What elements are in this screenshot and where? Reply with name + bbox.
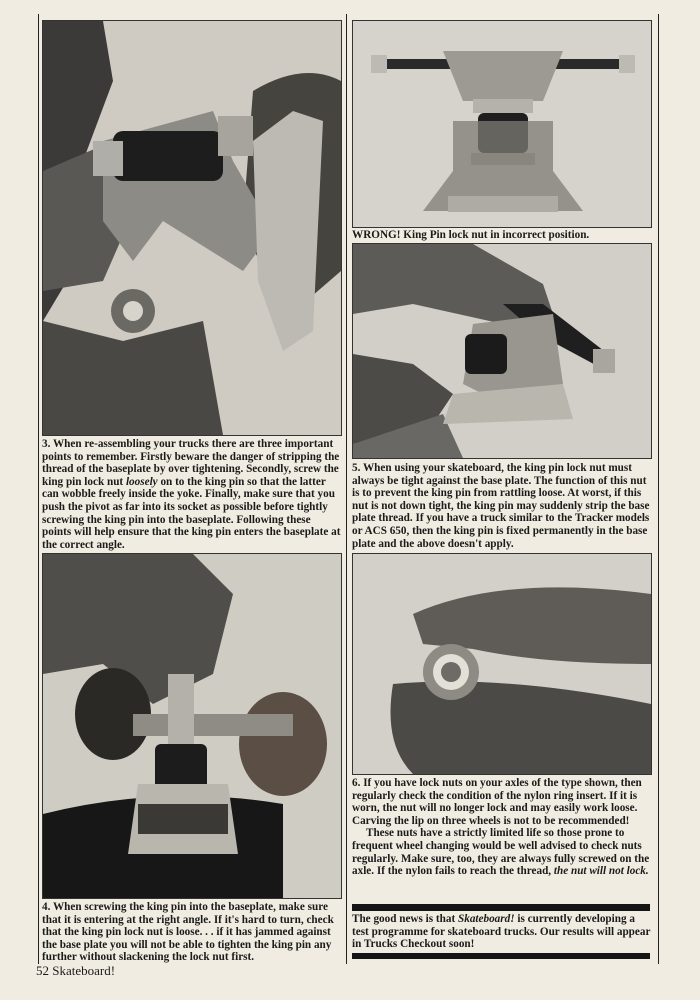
photo-reassembling-truck	[42, 20, 342, 436]
caption-step-3-text-a: 3. When re-assembling your trucks there are three important points to remember. Firstly beware the danger of stripping the thread of the baseplate by over tightening. Secondly, screw the king pin lock nut	[42, 438, 340, 488]
caption-step-4: 4. When screwing the king pin into the baseplate, make sure that it is entering at the right angle. If it's hard to turn, check that the king pin lock nut is loose. . . if it has jammed against the base plate you will not be able to tighten the king pin any further without slackening the lock nut first.	[42, 901, 334, 964]
page-folio: 52 Skateboard!	[36, 963, 116, 978]
caption-step-3-emphasis: loosely	[125, 475, 158, 488]
news-box-top-bar	[352, 904, 650, 911]
column-rule-left	[38, 14, 39, 964]
photo-wrong-lock-nut	[352, 20, 652, 228]
news-box-bottom-bar	[352, 953, 650, 959]
caption-step-6-paragraph-1: 6. If you have lock nuts on your axles of the type shown, then regularly check the condition of the nylon ring insert. If it is worn, the nut will no longer lock and may easily work loose. Carving the lip on three wheels is not to be recommended!	[352, 777, 642, 827]
caption-step-6	[352, 777, 652, 878]
photo-screwing-king-pin	[42, 553, 342, 899]
news-text-a: The good news is that	[352, 913, 458, 925]
column-rule-right	[658, 14, 659, 964]
caption-step-6-emphasis: the nut will not lock.	[553, 865, 649, 878]
caption-step-6-paragraph-2	[352, 827, 652, 877]
column-rule-middle	[346, 14, 347, 964]
news-box-text	[352, 913, 652, 951]
caption-step-3	[42, 438, 342, 551]
photo-lock-nut-tight	[352, 243, 652, 459]
caption-wrong: WRONG! King Pin lock nut in incorrect position.	[352, 229, 590, 241]
caption-step-6-text-a: These nuts have a strictly limited life so those prone to frequent wheel changing would be well advised to check nuts regularly. Make sure, too, they are always fully screwed on the axle. If the nylon fails to reach the thread,	[352, 827, 650, 878]
caption-step-3-text-b: on to the king pin so that the latter can wobble freely inside the yoke. Finally, make sure that you push the pivot as far into its socket as possible before tightly screwing the king pin into the baseplate. Following these points will help ensure that the king pin enters the baseplate at the correct angle.	[42, 475, 341, 551]
photo-axle-lock-nut	[352, 553, 652, 775]
news-magazine-name: Skateboard!	[458, 913, 515, 925]
news-text-b: is currently developing a test programme for skateboard trucks. Our results will appear in Trucks Checkout soon!	[352, 913, 651, 951]
caption-step-5: 5. When using your skateboard, the king pin lock nut must always be tight against the base plate. The function of this nut is to prevent the king pin from rattling loose. At worst, if this nut is not down tight, the king pin may suddenly strip the base plate thread. If you have a truck similar to the Tracker models or ACS 650, then the king pin is fixed permanently in the base plate and the above doesn't apply.	[352, 462, 650, 550]
